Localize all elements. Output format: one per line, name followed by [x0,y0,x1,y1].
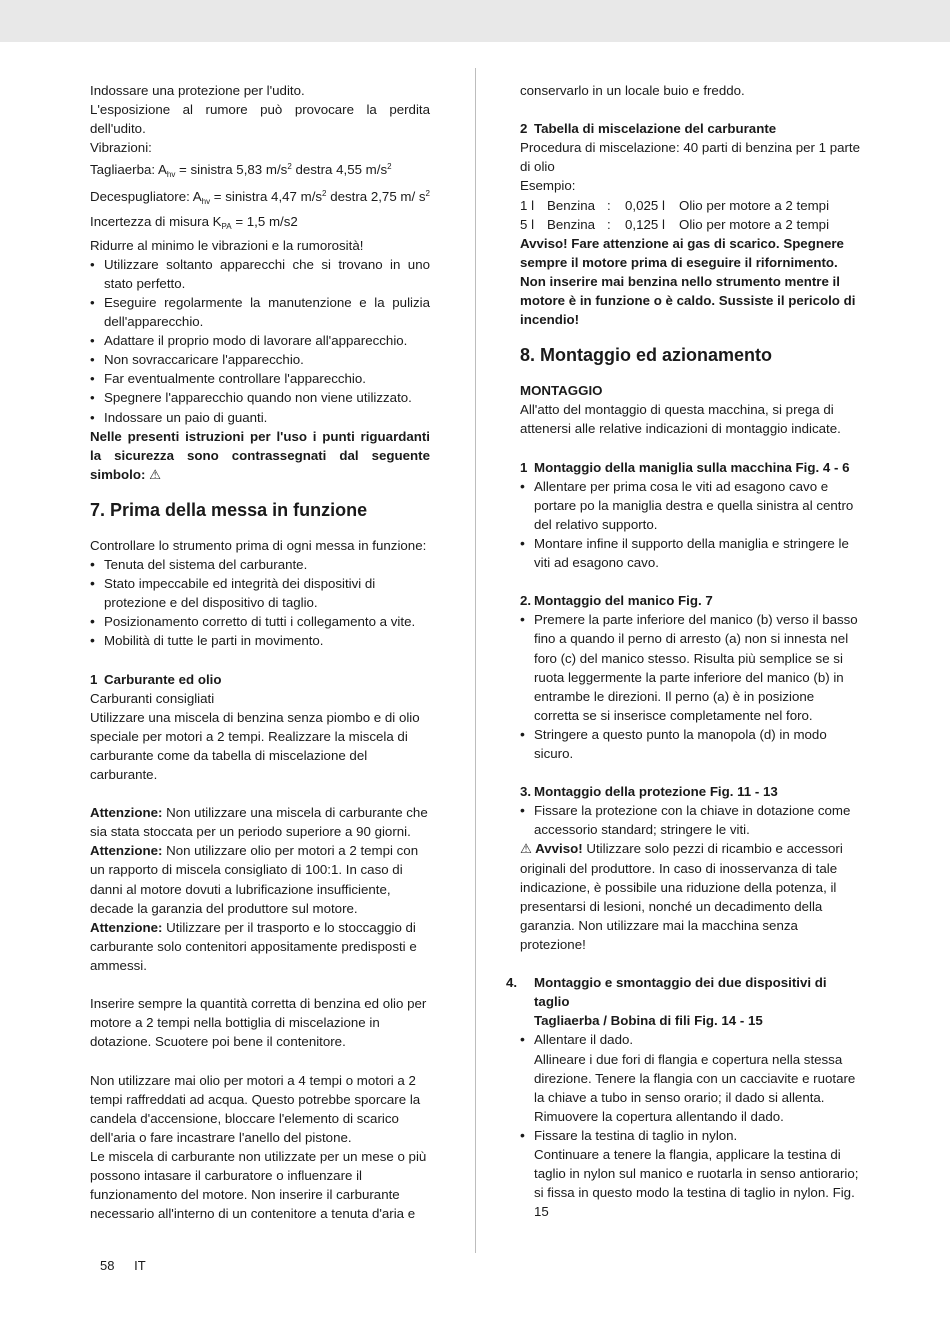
subsection-mixing-table: 2 Tabella di miscelazione del carburante [520,121,777,137]
section-7-title: 7. Prima della messa in funzione [90,499,368,520]
list-item: • Indossare un paio di guanti. [90,408,430,427]
list-item: • Fissare la protezione con la chiave in dotazione come accessorio standard; stringere le viti. [520,801,860,839]
shaft-steps [520,610,860,763]
continued-text: conservarlo in un locale buio e freddo. [520,83,745,98]
cutting-steps [520,1030,860,1221]
list-item: • Far eventualmente controllare l'apparecchio. [90,369,430,388]
list-item: • Spegnere l'apparecchio quando non viene utilizzato. [90,388,430,407]
list-item: • Eseguire regolarmente la manutenzione e la pulizia dell'apparecchio. [90,293,430,331]
assembly-text: All'atto del montaggio di questa macchina, si prega di attenersi alle relative indicazioni di montaggio indicate. [520,402,841,437]
subsection-fuel-oil: 1 Carburante ed olio [90,671,222,687]
paragraph-insert: Inserire sempre la quantità corretta di benzina ed olio per motore a 2 tempi nella bottiglia di miscelazione in dotazione. Scuotere poi bene il contenitore. [90,996,427,1050]
list-item: • Montare infine il supporto della maniglia e stringere le viti ad esagono cavo. [520,534,860,572]
paragraph-no-4-stroke: Non utilizzare mai olio per motori a 4 tempi o motori a 2 tempi raffreddati ad acqua. Questo potrebbe sporcare la candela d'accensione, bloccare l'elemento di scarico dell'aria o fare incastrare l'anello del pistone. [90,1072,421,1145]
list-item: • Stato impeccabile ed integrità dei dispositivi di protezione e del dispositivo di taglio. [90,574,430,612]
exhaust-warning: Avviso! Fare attenzione ai gas di scarico. Spegnere sempre il motore prima di eseguire il rifornimento. Non inserire mai benzina nello strumento mentre il motore è in funzione o è caldo. Sussiste il pericolo di incendio! [520,235,856,328]
section-8-title: 8. Montaggio ed azionamento [520,345,773,366]
guard-steps [520,801,860,839]
table-row: 5 l Benzina : 0,125 l Olio per motore a 2 tempi [520,216,830,232]
fuel-text: Utilizzare una miscela di benzina senza piombo e di olio speciale per motori a 2 tempi. Realizzare la miscela di carburante come da tabella di miscelazione del carburante. [90,709,420,782]
section-7-intro: Controllare lo strumento prima di ogni messa in funzione: [90,537,427,553]
page-number: 58 [100,1258,115,1273]
list-item: • Premere la parte inferiore del manico (b) verso il basso fino a quando il perno di arresto (a) non si innesta nel foro (c) del manico stesso. Risulta più semplice se si ruota leggermente la parte inferiore del manico (b) in entrambe le direzioni. Il perno (a) è in posizione corretta se si inserisce completamente nel foro. [520,610,860,725]
subsection-cutting-devices: 4. Montaggio e smontaggio dei due dispositivi di taglio [506,975,827,1010]
column-divider [475,68,476,1253]
guard-warning: ⚠ Avviso! Utilizzare solo pezzi di ricambio e accessori originali del produttore. In caso di inosservanza di tale indicazione, è possibile una riduzione della potenza, il presentarsi di lesioni, nonché un decadimento della garanzia. Non utilizzare mai la macchina senza protezione! [520,841,843,952]
mixing-procedure: Procedura di miscelazione: 40 parti di benzina per 1 parte di olio [520,140,861,175]
list-item: • Allentare per prima cosa le viti ad esagono cavo e portare po la maniglia destra e quella sinistra al centro del relativo supporto. [520,477,860,534]
list-item: • Stringere a questo punto la manopola (d) in modo sicuro. [520,725,860,763]
list-item: • Utilizzare soltanto apparecchi che si trovano in uno stato perfetto. [90,255,430,293]
subsection-handle-mount: 1 Montaggio della maniglia sulla macchina Fig. 4 - 6 [520,459,850,475]
safety-list [90,255,430,427]
recommended-fuels: Carburanti consigliati [90,690,215,706]
mixing-table [520,196,860,234]
top-bar [0,0,950,42]
list-item: • Allentare il dado. Allineare i due fori di flangia e copertura nella stessa direzione. Tenere la flangia con un cacciavite e ruotare la chiave a tubo in senso orario; il dado si allenta. Rimuovere la copertura allentando il dado. [520,1030,860,1125]
vibration-mower: Tagliaerba: $A_{hv}$ = sinistra 5,83 $m/s^2$ destra 4,55 $m/s^2$ [90,162,392,180]
intro-line: Vibrazioni: [90,140,152,156]
intro-line: L'esposizione al rumore può provocare la perdita dell'udito. [90,102,430,137]
list-item: • Posizionamento corretto di tutti i collegamento a vite. [90,612,430,631]
measurement-uncertainty: Incertezza di misura $K_{PA} = 1,5$ m/s2 [90,213,298,231]
page-footer [100,1258,162,1273]
assembly-label: MONTAGGIO [520,383,603,399]
cutting-subtitle: Tagliaerba / Bobina di fili Fig. 14 - 15 [534,1013,763,1029]
language-code: IT [134,1258,146,1273]
check-list [90,555,430,650]
intro-line: Indossare una protezione per l'udito. [90,83,305,98]
attention-2: Attenzione: Non utilizzare olio per motori a 2 tempi con un rapporto di miscela consigliato di 100:1. In caso di danni al motore dovuti a lubrificazione insufficiente, decade la garanzia del produttore sul motore. [90,843,419,916]
list-item: • Tenuta del sistema del carburante. [90,555,430,574]
left-column [90,81,430,1223]
list-item: • Adattare il proprio modo di lavorare all'apparecchio. [90,331,430,350]
attention-1: Attenzione: Non utilizzare una miscela di carburante che sia stata stoccata per un periodo superiore a 90 giorni. [90,805,428,840]
handle-steps [520,477,860,572]
right-column [506,81,861,1221]
list-item: • Mobilità di tutte le parti in movimento. [90,631,430,650]
attention-3: Attenzione: Utilizzare per il trasporto e lo stoccaggio di carburante solo contenitori appositamente predisposti e ammessi. [90,919,417,973]
paragraph-old-mixture: Le miscela di carburante non utilizzate per un mese o più possono intasare il carburatore o influenzare il funzionamento del motore. Non inserire il carburante necessario all'interno di un contenitore a tenuta d'aria e [90,1148,427,1222]
subsection-guard-mount: 3. Montaggio della protezione Fig. 11 - 13 [520,784,778,800]
list-item: • Non sovraccaricare l'apparecchio. [90,350,430,369]
subsection-shaft-mount: 2. Montaggio del manico Fig. 7 [520,593,713,609]
safety-symbol-note: Nelle presenti istruzioni per l'uso i punti riguardanti la sicurezza sono contrassegnati dal seguente simbolo: ⚠ [90,428,430,482]
reduce-vibration-note: Ridurre al minimo le vibrazioni e la rumorosità! [90,237,364,253]
vibration-brushcutter: Decespugliatore: $A_{hv}$ = sinistra 4,47 $m/s^2$ destra 2,75 m/ $s^2$ [90,189,430,207]
list-item: • Fissare la testina di taglio in nylon. Continuare a tenere la flangia, applicare la testina di taglio in nylon sul manico e ruotarla in senso antiorario; si fissa in questo modo la testina di taglio in nylon. Fig. 15 [520,1126,860,1221]
table-row: 1 l Benzina : 0,025 l Olio per motore a 2 tempi [520,197,830,213]
example-label: Esempio: [520,178,576,194]
